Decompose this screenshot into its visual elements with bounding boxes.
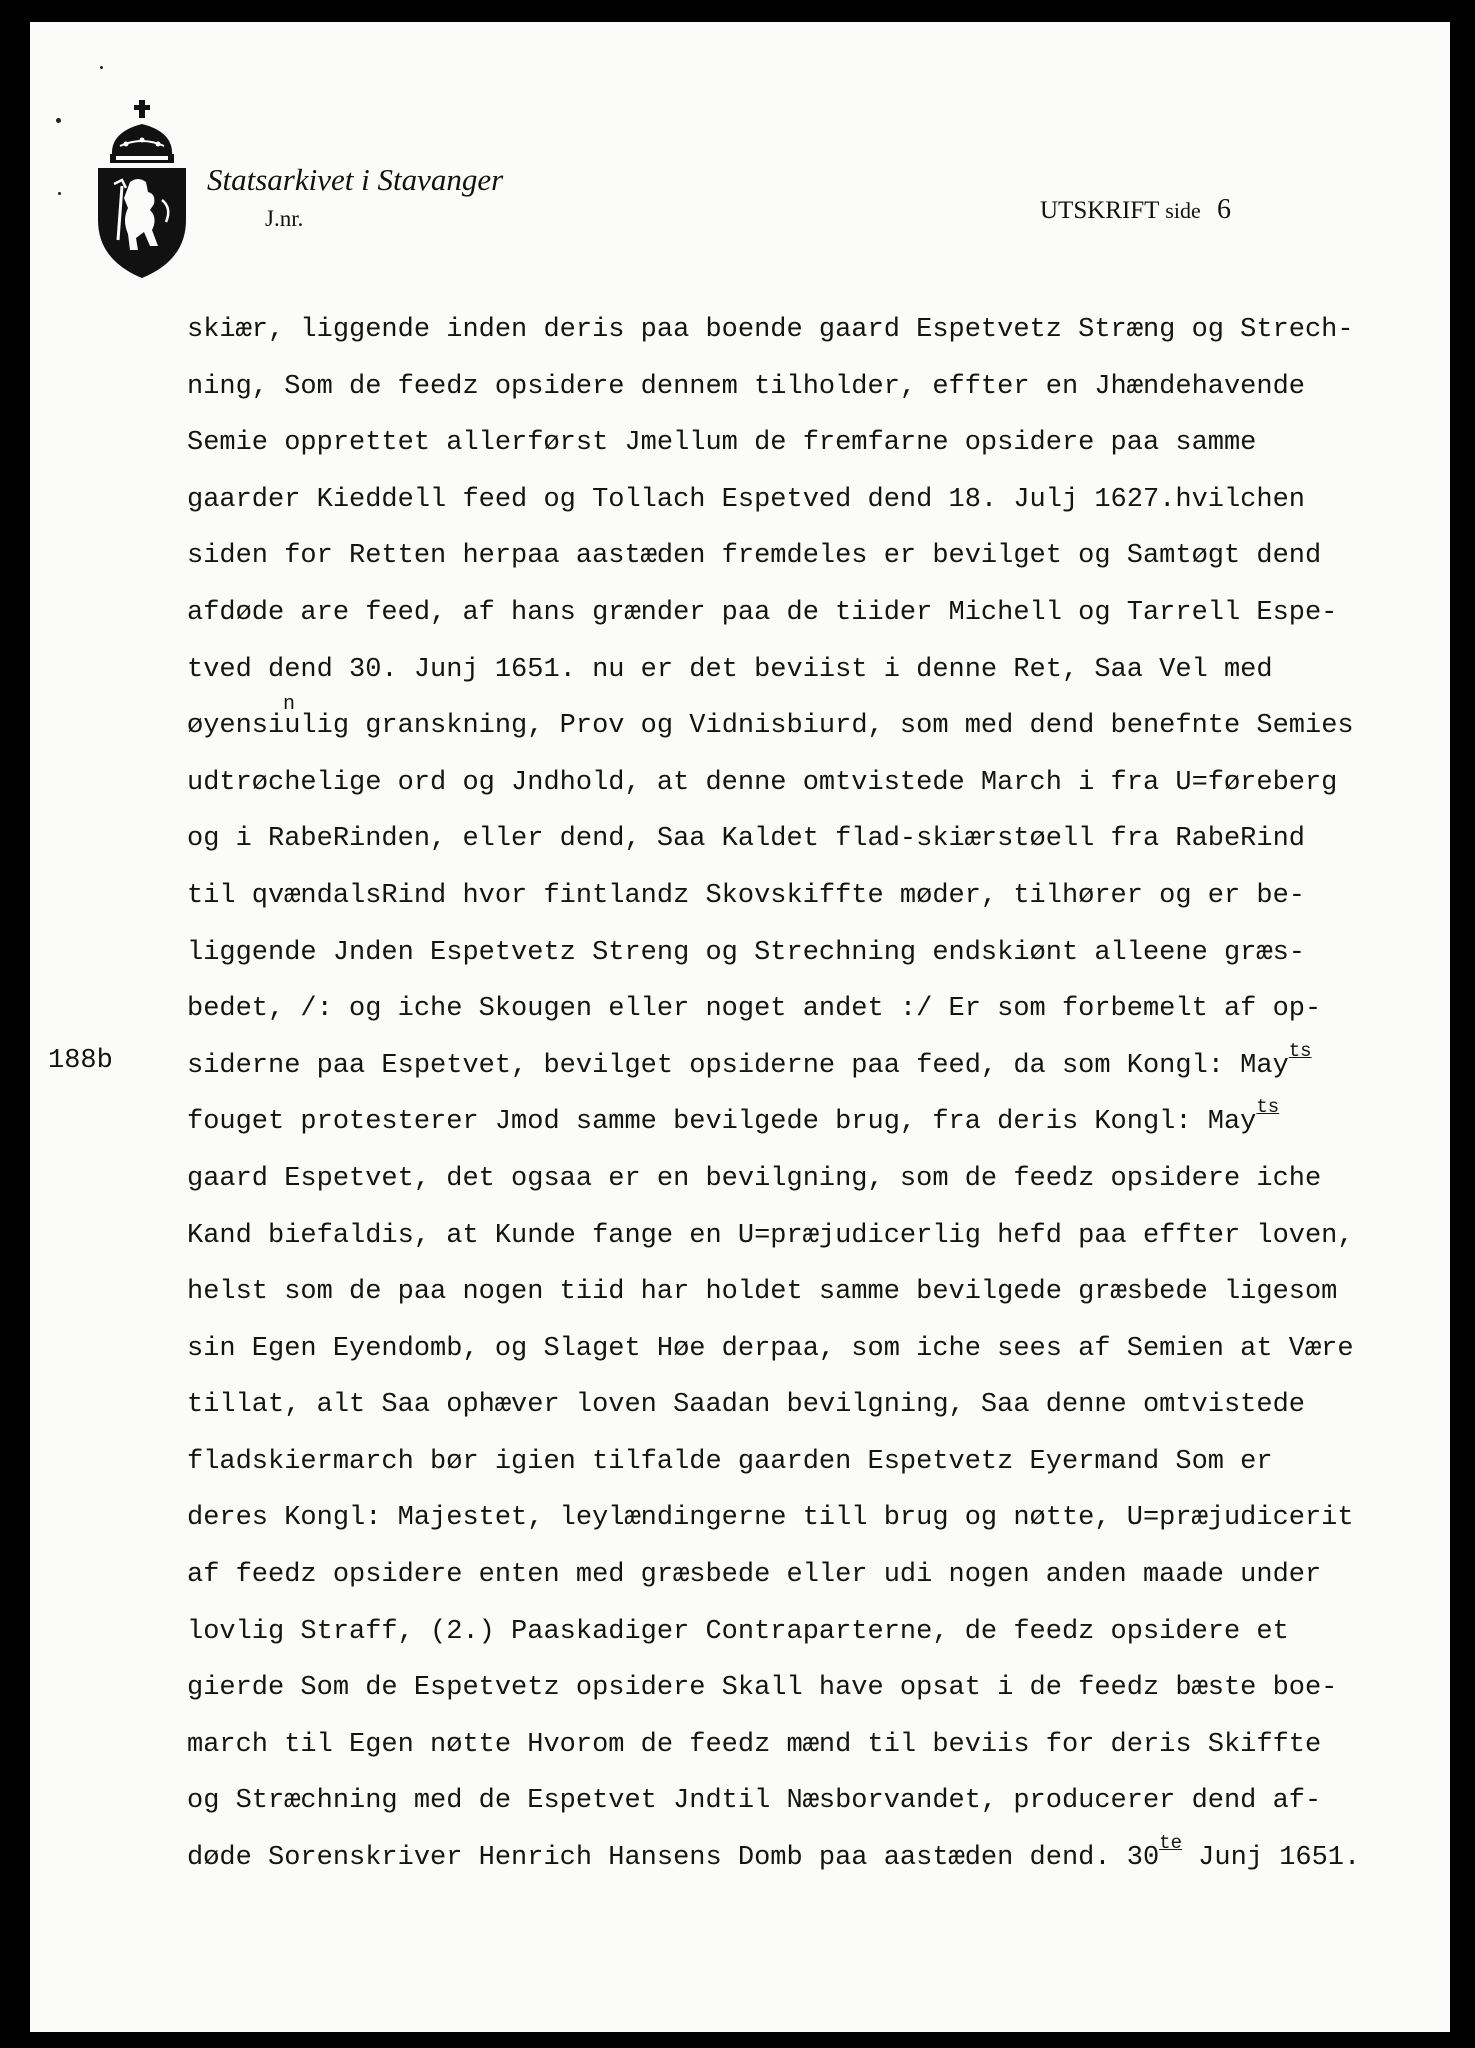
text-line (187, 1604, 1427, 1661)
text-line (187, 472, 1427, 529)
text-line (187, 1208, 1427, 1265)
text-line (187, 925, 1427, 982)
text-line (187, 1830, 1427, 1887)
line-text: fouget protesterer Jmod samme bevilgede brug, fra deris Kongl: May (187, 1107, 1257, 1138)
page-number: 6 (1216, 194, 1231, 225)
text-line (187, 1321, 1427, 1378)
text-line (187, 1377, 1427, 1434)
line-text: tved dend 30. Junj 1651. nu er det beviist i denne Ret, Saa Vel med (187, 654, 1273, 685)
corrected-word (187, 693, 350, 742)
line-text: siden for Retten herpaa aastæden fremdeles er bevilget og Samtøgt dend (187, 541, 1322, 572)
text-line (187, 1038, 1427, 1095)
page-header-right (1040, 194, 1231, 226)
line-text: sin Egen Eyendomb, og Slaget Høe derpaa, som iche sees af Semien at Være (187, 1333, 1354, 1364)
text-line (187, 1547, 1427, 1604)
line-text: og i RabeRinden, eller dend, Saa Kaldet flad-skiærstøell fra RabeRind (187, 824, 1305, 855)
line-text: Kand biefaldis, at Kunde fange en U=præjudicerlig hefd paa effter loven, (187, 1220, 1354, 1251)
archive-name: Statsarkivet i Stavanger (207, 162, 504, 197)
side-label: side (1165, 198, 1201, 223)
text-line (187, 1151, 1427, 1208)
text-line (187, 1717, 1427, 1774)
text-line (187, 755, 1427, 812)
line-text: udtrøchelige ord og Jndhold, at denne omtvistede March i fra U=føreberg (187, 767, 1338, 798)
line-text: bedet, /: og iche Skougen eller noget andet :/ Er som forbemelt af op- (187, 994, 1322, 1025)
line-text: march til Egen nøtte Hvorom de feedz mænd til beviis for deris Skiffte (187, 1729, 1322, 1760)
line-text: helst som de paa nogen tiid har holdet samme bevilgede græsbede ligesom (187, 1277, 1338, 1308)
line-text: afdøde are feed, af hans grænder paa de tiider Michell og Tarrell Espe- (187, 597, 1338, 628)
line-text: til qvændalsRind hvor fintlandz Skovskiffte møder, tilhører og er be- (187, 880, 1305, 911)
line-text: af feedz opsidere enten med græsbede eller udi nogen anden maade under (187, 1560, 1322, 1591)
text-line (187, 528, 1427, 585)
text-line (187, 302, 1427, 359)
norway-coat-of-arms-icon (92, 100, 192, 278)
line-text: gaard Espetvet, det ogsaa er en bevilgning, som de feedz opsidere iche (187, 1163, 1322, 1194)
text-line (187, 585, 1427, 642)
superscript-abbreviation: ts (1256, 1096, 1280, 1119)
line-text: lovlig Straff, (2.) Paaskadiger Contraparterne, de feedz opsidere et (187, 1616, 1289, 1647)
line-text: liggende Jnden Espetvetz Streng og Strechning endskiønt alleene græs- (187, 937, 1305, 968)
text-line (187, 642, 1427, 699)
text-line (187, 1094, 1427, 1151)
punch-mark (100, 66, 103, 69)
punch-mark (56, 118, 61, 123)
punch-mark (58, 192, 61, 195)
text-line (187, 1490, 1427, 1547)
text-line (187, 693, 1427, 755)
line-text: fladskiermarch bør igien tilfalde gaarden Espetvetz Eyermand Som er (187, 1446, 1273, 1477)
line-text: tillat, alt Saa ophæver loven Saadan bevilgning, Saa denne omtvistede (187, 1390, 1305, 1421)
text-line (187, 359, 1427, 416)
line-text: skiær, liggende inden deris paa boende gaard Espetvetz Stræng og Strech- (187, 315, 1354, 345)
text-line (187, 811, 1427, 868)
line-text: siderne paa Espetvet, bevilget opsiderne paa feed, da som Kongl: May (187, 1050, 1289, 1081)
journal-number-label: J.nr. (265, 206, 304, 231)
transcription-body (187, 302, 1427, 1887)
interlinear-insertion: n (283, 693, 296, 717)
line-text: Semie opprettet allerførst Jmellum de fremfarne opsidere paa samme (187, 428, 1257, 459)
line-text: gierde Som de Espetvetz opsidere Skall have opsat i de feedz bæste boe- (187, 1673, 1338, 1704)
superscript-abbreviation: ts (1288, 1039, 1312, 1062)
line-text-continued: Junj 1651. (1181, 1843, 1361, 1874)
text-line (187, 1773, 1427, 1830)
superscript-abbreviation: te (1159, 1832, 1182, 1855)
corrected-word-text: øyensiulig (187, 711, 350, 742)
text-line (187, 1434, 1427, 1491)
utskrift-label: UTSKRIFT (1040, 197, 1160, 224)
text-line (187, 415, 1427, 472)
line-text: deres Kongl: Majestet, leylændingerne till brug og nøtte, U=præjudicerit (187, 1503, 1354, 1534)
text-line (187, 981, 1427, 1038)
line-text: gaarder Kieddell feed og Tollach Espetved dend 18. Julj 1627.hvilchen (187, 484, 1305, 515)
line-text: ning, Som de feedz opsidere dennem tilholder, effter en Jhændehavende (187, 371, 1305, 402)
margin-folio-note: 188b (48, 1046, 113, 1076)
text-line (187, 868, 1427, 925)
text-line (187, 1660, 1427, 1717)
line-text: døde Sorenskriver Henrich Hansens Domb paa aastæden dend. 30 (187, 1843, 1160, 1874)
line-text: granskning, Prov og Vidnisbiurd, som med dend benefnte Semies (349, 711, 1354, 742)
text-line (187, 1264, 1427, 1321)
line-text: og Stræchning med de Espetvet Jndtil Næsborvandet, producerer dend af- (187, 1786, 1322, 1817)
